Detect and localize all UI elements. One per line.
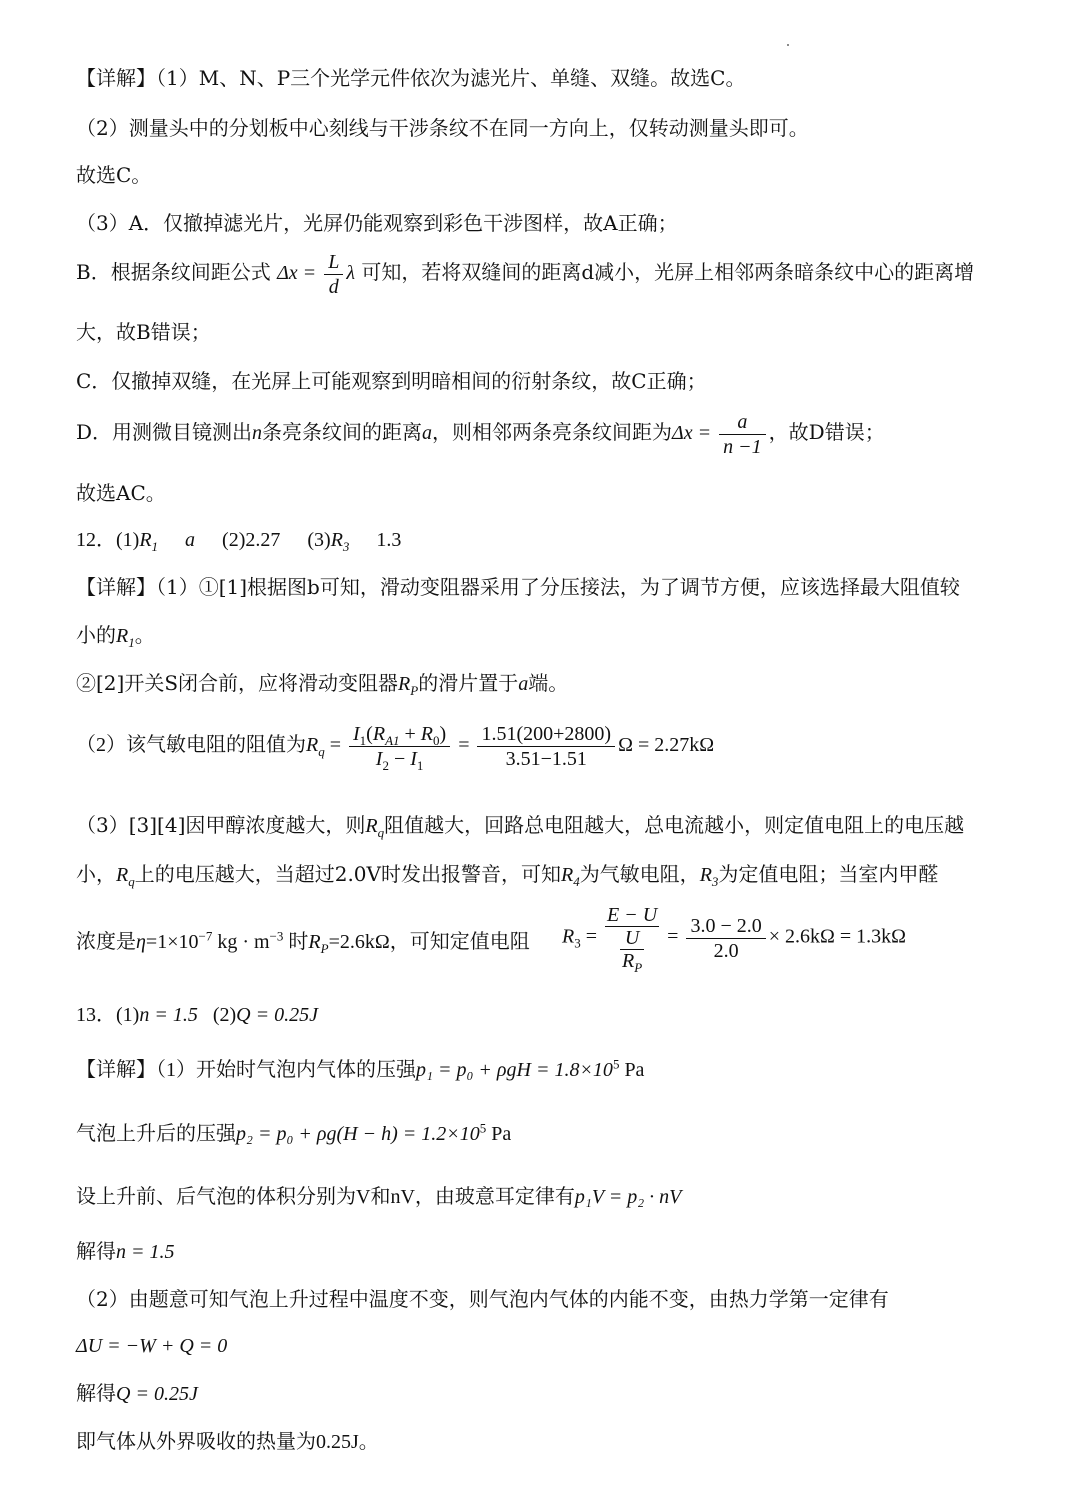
line-option-c: C．仅撤掉双缝，在光屏上可能观察到明暗相间的衍射条纹，故C正确； (76, 369, 707, 393)
formula-dx: Δx = $\frac{L}{d}$ λ (277, 251, 355, 298)
q12-detail-1-cont: 小的$R_1$。 (76, 623, 155, 650)
fraction-r3-values: $\frac{3.0 - 2.0}{2.0}$ (686, 914, 765, 963)
q12-detail-3-cont: 小，$R_q$上的电压越大，当超过2.0V时发出报警音，可知$R_4$为气敏电阻，$R_3$为定值电阻；当室内甲醛 (76, 862, 939, 889)
line-option-a: （3）A．仅撤掉滤光片，光屏仍能观察到彩色干涉图样，故A正确； (76, 211, 678, 235)
q13-detail-3: 设上升前、后气泡的体积分别为V和nV，由玻意耳定律有p₁V = p₂ · nV (76, 1186, 682, 1208)
scan-dot (787, 44, 789, 46)
line-detail-2: （2）测量头中的分划板中心刻线与干涉条纹不在同一方向上，仅转动测量头即可。 (76, 116, 809, 140)
fraction-l-over-d: $\frac{L}{d}$ (324, 250, 343, 299)
line-answer-c: 故选C。 (76, 163, 152, 187)
q13-conclusion: 即气体从外界吸收的热量为0.25J。 (76, 1431, 379, 1453)
fraction-a-over-n-1: $\frac{a}{n -1}$ (719, 410, 766, 459)
q12-detail-2: ②[2]开关S闭合前，应将滑动变阻器$R_P$的滑片置于a端。 (76, 671, 569, 698)
fraction-rq: $\frac{I_1(R_{A1} + R_0)}{I_2 - I_1}$ (349, 722, 450, 771)
q12-detail-1: 【详解】（1）①[1]根据图b可知，滑动变阻器采用了分压接法，为了调节方便，应该选择最大阻值较 (76, 575, 960, 599)
line-option-d: D．用测微目镜测出n条亮条纹间的距离a，则相邻两条亮条纹间距为Δx = $\frac{a}{n -1}$ ，故D错误； (76, 411, 885, 458)
q13-result-n: 解得n = 1.5 (76, 1241, 175, 1263)
q13-answer: 13．(1)n = 1.5 (2)Q = 0.25J (76, 1004, 318, 1026)
formula-r3: $R_3$ = E − U $\frac{U}{R_P}$ = $\frac{3.0 - 2.0}{2.0}$ × 2.6kΩ = 1.3kΩ (562, 904, 907, 975)
fraction-rq-values: $\frac{1.51(200+2800)}{3.51-1.51}$ (477, 722, 615, 771)
q13-detail-4: （2）由题意可知气泡上升过程中温度不变，则气泡内气体的内能不变，由热力学第一定律有 (76, 1287, 889, 1311)
q12-detail-3-final: 浓度是$\eta=1\times 10^{-7}$ kg · $m^{-3}$ 时$R_P=2.6k\Omega$，可知定值电阻 (76, 928, 530, 956)
fraction-r3: E − U $\frac{U}{R_P}$ (607, 904, 658, 975)
q13-first-law: ΔU = −W + Q = 0 (76, 1335, 228, 1357)
line-detail-1: 【详解】（1）M、N、P三个光学元件依次为滤光片、单缝、双缝。故选C。 (76, 66, 746, 90)
q12-formula-rq: （2）该气敏电阻的阻值为$R_q$ = $\frac{I_1(R_{A1} + R_0)}{I_2 - I_1}$ = $\frac{1.51(200+2800)}{3.51-1.51}$ Ω = 2.27kΩ (76, 723, 715, 773)
line-option-b-cont: 大，故B错误； (76, 320, 211, 344)
q13-detail-1: 【详解】（1）开始时气泡内气体的压强$p_1 = p_0 + \rho gH = 1.8\times 10^5$ Pa (76, 1056, 645, 1081)
formula-dx-d: Δx = $\frac{a}{n -1}$ (672, 422, 769, 444)
line-answer-ac: 故选AC。 (76, 481, 166, 505)
q12-detail-3: （3）[3][4]因甲醇浓度越大，则$R_q$阻值越大，回路总电阻越大，总电流越小，则定值电阻上的电压越 (76, 813, 965, 840)
q12-answer: 12．$(1)R_1$ a (2)2.27 $(3)R_3$ 1.3 (76, 529, 402, 554)
line-option-b: B．根据条纹间距公式 Δx = $\frac{L}{d}$ λ 可知，若将双缝间的距离d减小，光屏上相邻两条暗条纹中心的距离增 (76, 251, 975, 298)
q13-detail-2: 气泡上升后的压强$p_2 = p_0 + \rho g(H - h) = 1.2\times 10^5$ Pa (76, 1120, 512, 1145)
q13-result-q: 解得Q = 0.25J (76, 1383, 198, 1405)
fraction-u-over-rp: $\frac{U}{R_P}$ (621, 927, 643, 975)
